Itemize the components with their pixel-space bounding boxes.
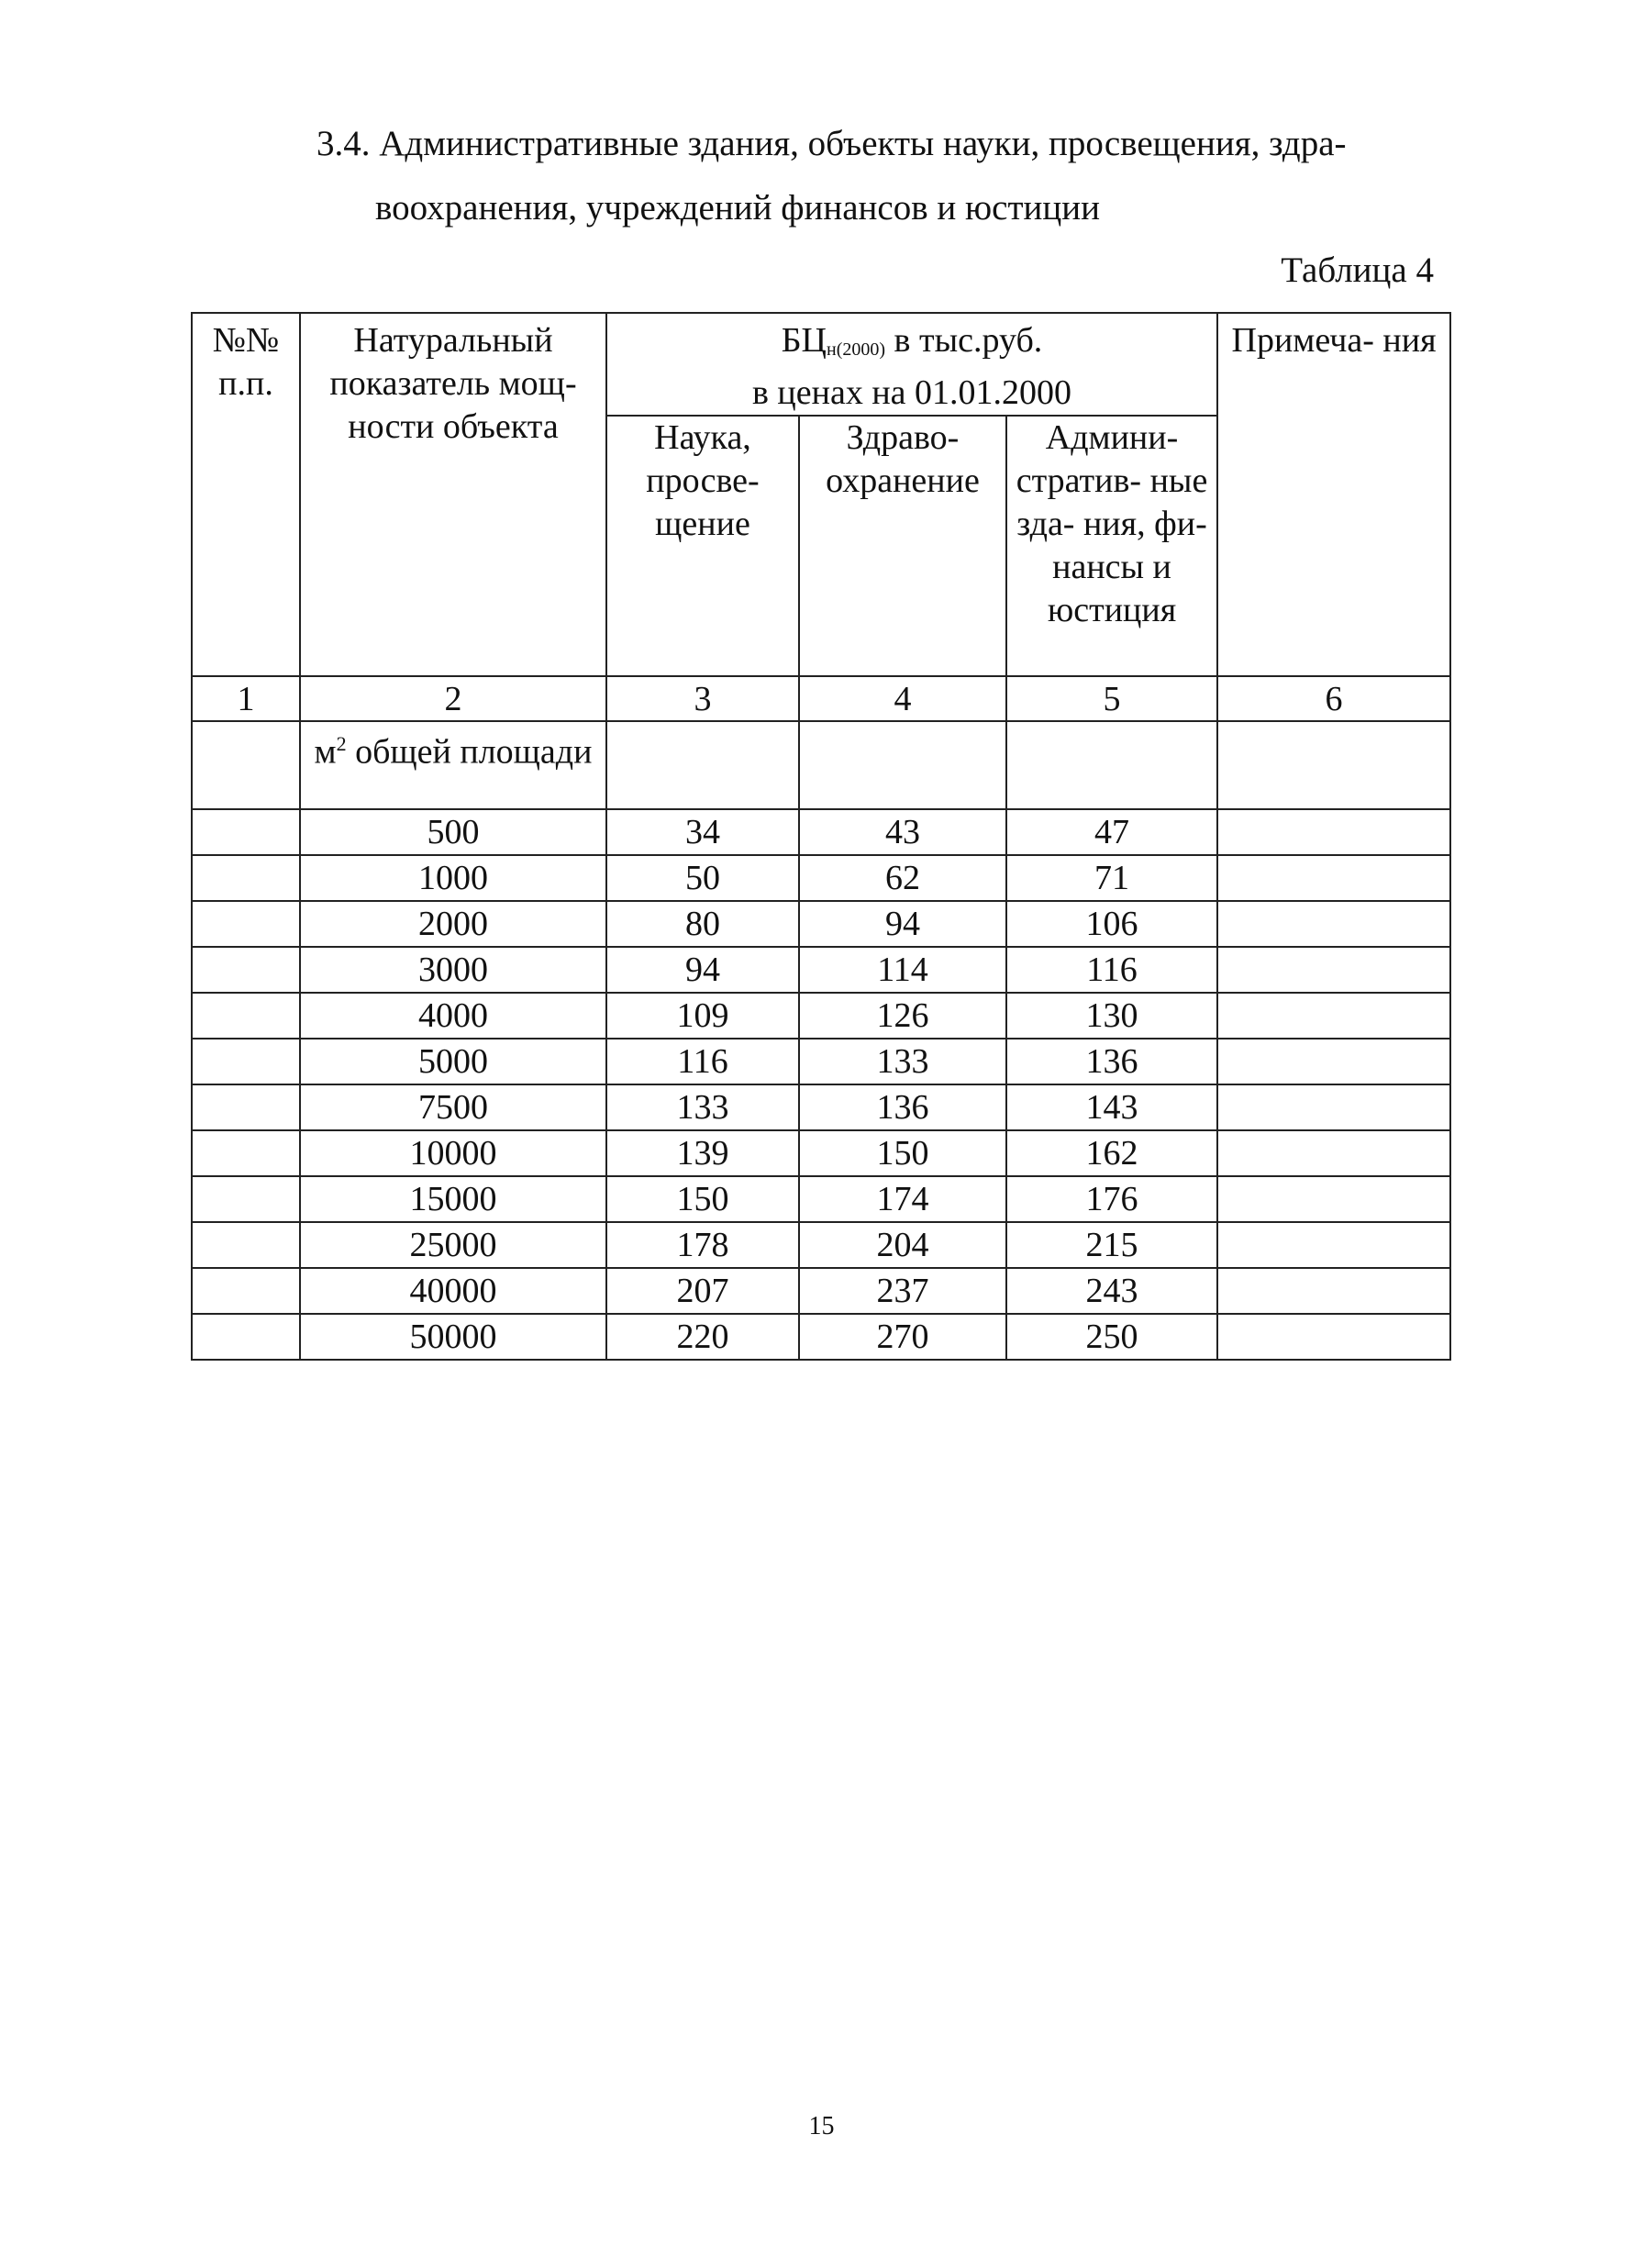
unit-prefix: м xyxy=(314,732,337,772)
table-row xyxy=(192,947,1450,993)
column-number: 1 xyxy=(192,676,300,721)
capacity-cell: 25000 xyxy=(300,1222,606,1268)
notes-cell xyxy=(1217,901,1450,947)
science-education-cell: 139 xyxy=(606,1130,799,1176)
science-education-cell: 207 xyxy=(606,1268,799,1314)
capacity-cell: 15000 xyxy=(300,1176,606,1222)
capacity-cell: 50000 xyxy=(300,1314,606,1360)
row-number-cell xyxy=(192,809,300,855)
column-numbers-row xyxy=(192,676,1450,721)
row-number-cell xyxy=(192,1084,300,1130)
table-row xyxy=(192,1268,1450,1314)
capacity-cell: 3000 xyxy=(300,947,606,993)
header-base-price-group xyxy=(606,313,1217,416)
unit-row xyxy=(192,721,1450,809)
healthcare-cell: 237 xyxy=(799,1268,1006,1314)
capacity-cell: 500 xyxy=(300,809,606,855)
science-education-cell: 116 xyxy=(606,1039,799,1084)
science-education-cell: 150 xyxy=(606,1176,799,1222)
healthcare-cell: 136 xyxy=(799,1084,1006,1130)
science-education-cell: 109 xyxy=(606,993,799,1039)
science-education-cell: 50 xyxy=(606,855,799,901)
administrative-cell: 116 xyxy=(1006,947,1217,993)
price-table xyxy=(191,312,1451,1361)
row-number-cell xyxy=(192,1314,300,1360)
header-capacity: Натуральный показатель мощ- ности объекта xyxy=(300,313,606,676)
notes-cell xyxy=(1217,1084,1450,1130)
notes-cell xyxy=(1217,1268,1450,1314)
healthcare-cell: 150 xyxy=(799,1130,1006,1176)
notes-cell xyxy=(1217,1314,1450,1360)
table-row xyxy=(192,901,1450,947)
administrative-cell: 71 xyxy=(1006,855,1217,901)
administrative-cell: 176 xyxy=(1006,1176,1217,1222)
capacity-cell: 2000 xyxy=(300,901,606,947)
administrative-cell: 106 xyxy=(1006,901,1217,947)
page-number: 15 xyxy=(808,2112,835,2140)
table-label: Таблица 4 xyxy=(1281,250,1434,290)
column-number: 3 xyxy=(606,676,799,721)
table-row xyxy=(192,1314,1450,1360)
healthcare-cell: 133 xyxy=(799,1039,1006,1084)
healthcare-cell: 62 xyxy=(799,855,1006,901)
healthcare-cell: 204 xyxy=(799,1222,1006,1268)
science-education-cell: 220 xyxy=(606,1314,799,1360)
row-number-cell xyxy=(192,947,300,993)
notes-cell xyxy=(1217,1130,1450,1176)
unit-rest: общей площади xyxy=(346,732,593,772)
table-cell xyxy=(1217,721,1450,809)
administrative-cell: 136 xyxy=(1006,1039,1217,1084)
healthcare-cell: 174 xyxy=(799,1176,1006,1222)
administrative-cell: 250 xyxy=(1006,1314,1217,1360)
notes-cell xyxy=(1217,809,1450,855)
notes-cell xyxy=(1217,993,1450,1039)
healthcare-cell: 270 xyxy=(799,1314,1006,1360)
notes-cell xyxy=(1217,947,1450,993)
header-healthcare: Здраво- охранение xyxy=(799,416,1006,676)
section-heading-line-1: 3.4. Административные здания, объекты науки, просвещения, здра- xyxy=(316,124,1347,163)
table-row xyxy=(192,1039,1450,1084)
column-number: 6 xyxy=(1217,676,1450,721)
row-number-cell xyxy=(192,1176,300,1222)
row-number-cell xyxy=(192,901,300,947)
unit-label xyxy=(300,721,606,809)
row-number-cell xyxy=(192,1130,300,1176)
unit-superscript: 2 xyxy=(336,732,347,755)
column-number: 4 xyxy=(799,676,1006,721)
header-base-price-subscript: н(2000) xyxy=(826,339,886,360)
administrative-cell: 215 xyxy=(1006,1222,1217,1268)
science-education-cell: 80 xyxy=(606,901,799,947)
administrative-cell: 162 xyxy=(1006,1130,1217,1176)
table-row xyxy=(192,1130,1450,1176)
administrative-cell: 243 xyxy=(1006,1268,1217,1314)
notes-cell xyxy=(1217,1039,1450,1084)
healthcare-cell: 94 xyxy=(799,901,1006,947)
header-base-price-main: БЦ xyxy=(781,321,827,360)
science-education-cell: 178 xyxy=(606,1222,799,1268)
capacity-cell: 10000 xyxy=(300,1130,606,1176)
table-row xyxy=(192,855,1450,901)
header-administrative: Админи- стратив- ные зда- ния, фи- нансы и юстиция xyxy=(1006,416,1217,676)
capacity-cell: 1000 xyxy=(300,855,606,901)
row-number-cell xyxy=(192,855,300,901)
header-science-education: Наука, просве- щение xyxy=(606,416,799,676)
table-row xyxy=(192,1084,1450,1130)
table-cell xyxy=(1006,721,1217,809)
table-cell xyxy=(799,721,1006,809)
science-education-cell: 94 xyxy=(606,947,799,993)
healthcare-cell: 114 xyxy=(799,947,1006,993)
capacity-cell: 5000 xyxy=(300,1039,606,1084)
healthcare-cell: 126 xyxy=(799,993,1006,1039)
header-notes: Примеча- ния xyxy=(1217,313,1450,676)
administrative-cell: 47 xyxy=(1006,809,1217,855)
capacity-cell: 4000 xyxy=(300,993,606,1039)
row-number-cell xyxy=(192,1268,300,1314)
header-base-price-unit: в тыс.руб. xyxy=(885,321,1043,360)
science-education-cell: 133 xyxy=(606,1084,799,1130)
administrative-cell: 143 xyxy=(1006,1084,1217,1130)
capacity-cell: 7500 xyxy=(300,1084,606,1130)
row-number-cell xyxy=(192,1222,300,1268)
notes-cell xyxy=(1217,1176,1450,1222)
healthcare-cell: 43 xyxy=(799,809,1006,855)
row-number-cell xyxy=(192,1039,300,1084)
header-base-price-date: в ценах на 01.01.2000 xyxy=(751,373,1072,412)
table-row xyxy=(192,1176,1450,1222)
notes-cell xyxy=(1217,855,1450,901)
capacity-cell: 40000 xyxy=(300,1268,606,1314)
table-row xyxy=(192,809,1450,855)
table-row xyxy=(192,1222,1450,1268)
table-cell xyxy=(192,721,300,809)
administrative-cell: 130 xyxy=(1006,993,1217,1039)
header-row-number: №№ п.п. xyxy=(192,313,300,676)
section-heading-line-2: воохранения, учреждений финансов и юстиции xyxy=(375,188,1100,228)
column-number: 2 xyxy=(300,676,606,721)
notes-cell xyxy=(1217,1222,1450,1268)
section-heading xyxy=(316,112,1454,240)
column-number: 5 xyxy=(1006,676,1217,721)
science-education-cell: 34 xyxy=(606,809,799,855)
table-cell xyxy=(606,721,799,809)
row-number-cell xyxy=(192,993,300,1039)
table-row xyxy=(192,993,1450,1039)
